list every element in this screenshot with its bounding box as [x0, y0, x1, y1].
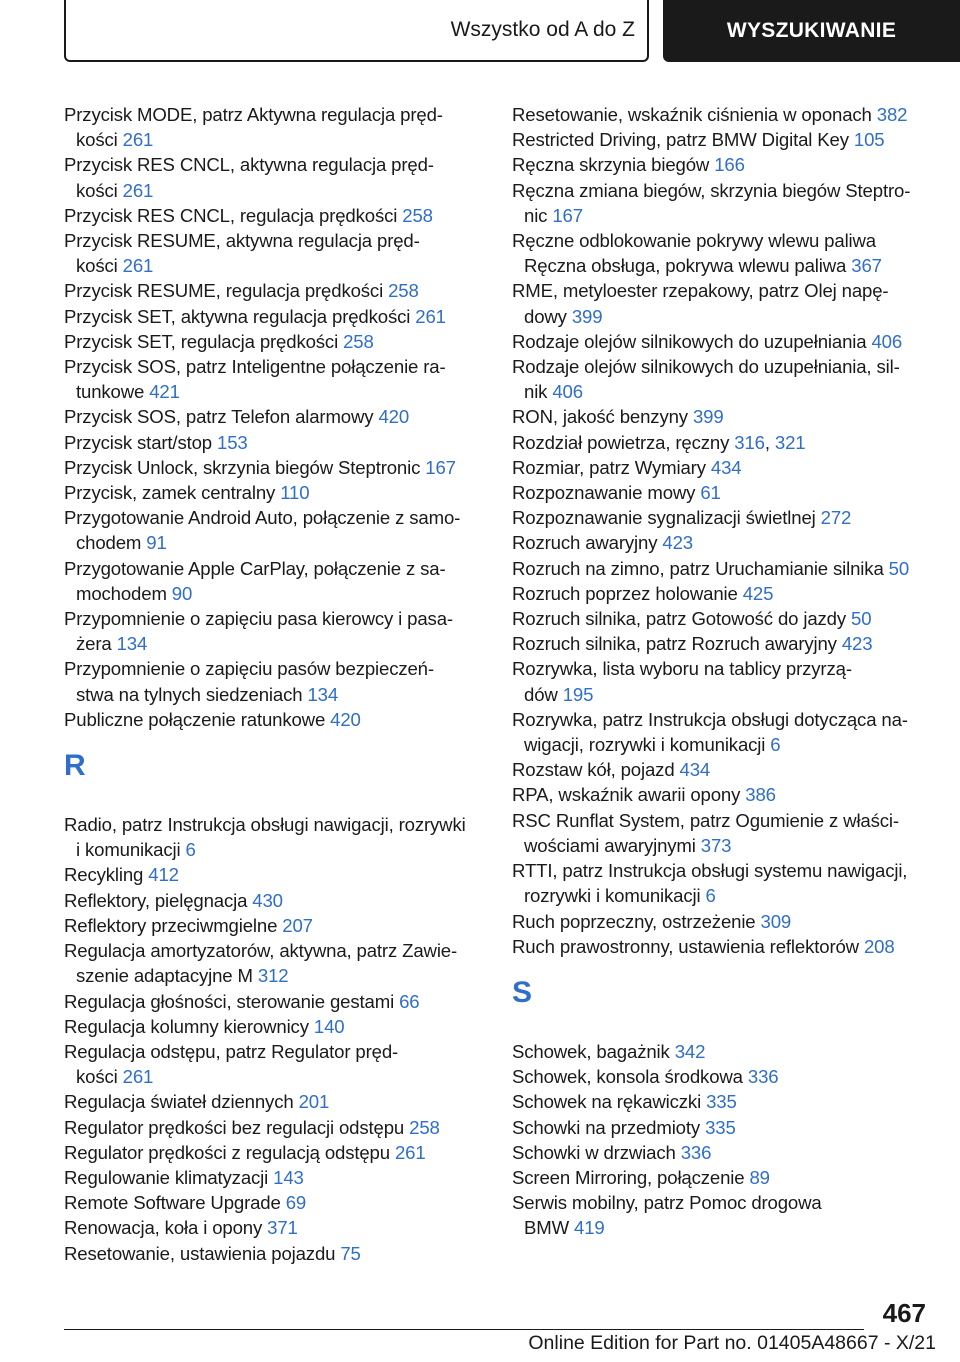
page-reference-link[interactable]: 316 [734, 431, 765, 453]
page-reference-link[interactable]: 420 [378, 406, 410, 428]
index-entry [512, 102, 932, 127]
index-entry-text: Ręczna zmiana biegów, skrzynia biegów Steptro- [512, 179, 911, 201]
index-entry [512, 909, 932, 934]
page-reference-link[interactable]: 134 [116, 633, 148, 655]
page-reference-link[interactable]: 134 [307, 683, 339, 705]
index-entry [512, 581, 932, 606]
index-entry [512, 505, 932, 530]
index-entry-text: Screen Mirroring, połączenie [512, 1166, 750, 1188]
index-entry-text-continued: mochodem [76, 582, 172, 604]
index-entry [512, 707, 932, 757]
page-reference-link[interactable]: 261 [122, 179, 154, 201]
page-reference-link[interactable]: 75 [340, 1242, 361, 1264]
page-reference-link[interactable]: 423 [662, 532, 693, 554]
index-entry [512, 152, 932, 177]
page-reference-link[interactable]: 434 [710, 456, 742, 478]
page-reference-link[interactable]: 167 [552, 204, 583, 226]
index-entry [64, 1165, 494, 1190]
index-entry [512, 934, 932, 959]
index-entry-text: Ręczne odblokowanie pokrywy wlewu paliwa [512, 230, 876, 252]
index-entry-text: Reflektory, pielęgnacja [64, 889, 253, 911]
index-entry-text-continued: i komunikacji [76, 839, 186, 861]
page-reference-link[interactable]: 423 [841, 633, 873, 655]
page-reference-link[interactable]: 90 [171, 582, 193, 604]
index-entry [64, 1039, 494, 1089]
index-entry [64, 480, 494, 505]
index-entry-text: Przypomnienie o zapięciu pasa kierowcy i pasa- [64, 608, 453, 630]
tab-search[interactable] [663, 0, 960, 62]
index-entry-text: Rozruch na zimno, patrz Uruchamianie silnika [512, 557, 889, 579]
page-reference-link[interactable]: 261 [394, 1141, 426, 1163]
index-entry-text: Rozstaw kół, pojazd [512, 759, 680, 781]
index-entry-text: Regulacja amortyzatorów, aktywna, patrz Zawie- [64, 940, 458, 962]
index-entry-text: RON, jakość benzyny [512, 406, 693, 428]
index-entry [512, 1115, 932, 1140]
page-reference-link[interactable]: 399 [692, 406, 724, 428]
page-reference-link[interactable]: 50 [851, 608, 872, 630]
page-reference-link[interactable]: 335 [706, 1091, 737, 1113]
index-entry-text: Rozrywka, lista wyboru na tablicy przyrzą- [512, 658, 852, 680]
page-reference-link[interactable]: 336 [747, 1066, 779, 1088]
page-reference-link[interactable]: 312 [257, 965, 289, 987]
index-entry [64, 606, 494, 656]
page-reference-link[interactable]: 6 [770, 734, 781, 756]
index-entry [512, 278, 932, 328]
index-entry-text-continued: dowy [524, 305, 572, 327]
page-reference-link[interactable]: 386 [745, 784, 776, 806]
index-entry [64, 1241, 494, 1266]
page-reference-link[interactable]: 50 [888, 557, 910, 579]
section-letter-heading: S [512, 975, 533, 1009]
index-entry-text-continued: wościami awaryjnymi [524, 834, 701, 856]
index-entry [64, 304, 494, 329]
index-entry-text: Przycisk RESUME, aktywna regulacja pręd- [64, 230, 420, 252]
index-entry [512, 606, 932, 631]
index-entry-text: Resetowanie, wskaźnik ciśnienia w oponach [512, 104, 877, 125]
index-entry-text: Przypomnienie o zapięciu pasów bezpieczeń- [64, 658, 434, 680]
index-entry-text-continued: BMW [524, 1217, 575, 1239]
index-entry-text: Radio, patrz Instrukcja obsługi nawigacji, rozrywki [64, 814, 466, 836]
index-entry-text: Remote Software Upgrade [64, 1192, 286, 1214]
index-entry-text: Regulowanie klimatyzacji [64, 1166, 274, 1188]
index-entry-text: Rozruch silnika, patrz Gotowość do jazdy [512, 608, 852, 630]
tab-search-label: WYSZUKIWANIE [726, 19, 897, 42]
index-entry-text: Rodzaje olejów silnikowych do uzupełniania [512, 330, 872, 352]
index-entry-text: Przygotowanie Android Auto, połączenie z samo- [64, 507, 461, 529]
index-entry-text: RSC Runflat System, patrz Ogumienie z właści- [512, 809, 899, 831]
index-entry [64, 203, 494, 228]
page-reference-link[interactable]: 272 [820, 507, 852, 529]
page-reference-link[interactable]: 419 [574, 1217, 605, 1239]
index-entry [512, 782, 932, 807]
index-entry [512, 178, 932, 228]
index-entry [512, 228, 932, 278]
page-reference-link[interactable]: 201 [298, 1091, 330, 1113]
index-entry [64, 228, 494, 278]
index-entry-text-continued: tunkowe [76, 381, 150, 403]
index-entry [64, 1140, 494, 1165]
page-reference-link[interactable]: 382 [876, 104, 908, 125]
footer-edition-text: Online Edition for Part no. 01405A48667 - X/21 [528, 1332, 936, 1354]
page-reference-link[interactable]: 140 [313, 1015, 345, 1037]
index-entry [64, 505, 494, 555]
index-entry [512, 127, 932, 152]
index-entry-text-continued: szenie adaptacyjne M [76, 965, 258, 987]
page-reference-link[interactable]: 258 [343, 330, 374, 352]
index-entry-text: Regulator prędkości bez regulacji odstępu [64, 1116, 410, 1138]
index-entry-text: Rozruch silnika, patrz Rozruch awaryjny [512, 633, 842, 655]
index-entry [512, 1089, 932, 1114]
index-entry-text: Recykling [64, 864, 149, 886]
index-entry-text: Przycisk SOS, patrz Telefon alarmowy [64, 406, 379, 428]
page-reference-link[interactable]: 342 [674, 1040, 706, 1062]
index-entry-text-continued: chodem [76, 532, 147, 554]
index-entry-text: Ruch poprzeczny, ostrzeżenie [512, 910, 761, 932]
page-reference-link[interactable]: 309 [760, 910, 792, 932]
index-entry [512, 808, 932, 858]
page-reference-link[interactable]: 166 [714, 154, 745, 176]
page-reference-link[interactable]: 258 [402, 204, 433, 226]
index-entry-text: Przycisk MODE, patrz Aktywna regulacja pręd- [64, 104, 443, 125]
index-entry: Rozdział powietrza, ręczny 316, 321 [512, 431, 806, 453]
index-entry-text: Ręczna skrzynia biegów [512, 154, 715, 176]
page-reference-link[interactable]: 208 [863, 935, 895, 957]
index-entry [512, 1165, 932, 1190]
index-entry [64, 404, 494, 429]
index-entry-text: Przycisk Unlock, skrzynia biegów Steptronic [64, 456, 426, 478]
index-entry-text: Rozruch poprzez holowanie [512, 582, 743, 604]
index-entry [64, 989, 494, 1014]
index-entry [64, 862, 494, 887]
page-reference-link[interactable]: 6 [705, 885, 716, 907]
index-entry-text: Rozruch awaryjny [512, 532, 663, 554]
index-entry-text: Rozrywka, patrz Instrukcja obsługi dotycząca na- [512, 708, 908, 730]
index-entry-text: Resetowanie, ustawienia pojazdu [64, 1242, 341, 1264]
page-reference-link[interactable]: 143 [273, 1166, 304, 1188]
index-entry [64, 656, 494, 706]
page-reference-link[interactable]: 61 [700, 482, 721, 504]
index-entry [64, 455, 494, 480]
page-number: 467 [882, 1298, 926, 1328]
index-entry-text-continued: nik [524, 381, 553, 403]
index-entry-text: Rozpoznawanie sygnalizacji świetlnej [512, 507, 821, 529]
index-entry [512, 354, 932, 404]
tab-a-to-z[interactable] [64, 0, 649, 62]
index-entry [512, 455, 932, 480]
index-entry-text: Regulacja odstępu, patrz Regulator pręd- [64, 1040, 399, 1062]
index-entry [64, 354, 494, 404]
page-reference-link[interactable]: 195 [562, 683, 594, 705]
page-reference-link[interactable]: 399 [571, 305, 603, 327]
index-entry-text: Restricted Driving, patrz BMW Digital Key [512, 129, 854, 151]
page-reference-link[interactable]: 406 [552, 381, 583, 403]
index-entry-text: Przycisk SET, aktywna regulacja prędkości [64, 305, 416, 327]
index-entry-text: Regulacja głośności, sterowanie gestami [64, 990, 400, 1012]
index-entry-text: Przygotowanie Apple CarPlay, połączenie z sa- [64, 557, 446, 579]
index-entry [64, 556, 494, 606]
index-entry [512, 631, 932, 656]
index-entry [64, 888, 494, 913]
index-entry-text-continued: wigacji, rozrywki i komunikacji [524, 734, 771, 756]
index-entry [64, 278, 494, 303]
index-entry [512, 757, 932, 782]
index-entry-text: Rodzaje olejów silnikowych do uzupełniania, sil- [512, 356, 900, 378]
index-entry [64, 812, 494, 862]
index-entry [64, 938, 494, 988]
index-entry-text: Schowki na przedmioty [512, 1116, 706, 1138]
index-entry [512, 1140, 932, 1165]
page-reference-link[interactable]: 153 [217, 431, 248, 453]
index-entry-text: Reflektory przeciwmgielne [64, 914, 283, 936]
page-reference-link[interactable]: 105 [853, 129, 885, 151]
page-reference-link[interactable]: 406 [871, 330, 903, 352]
page-reference-link[interactable]: 258 [409, 1116, 440, 1138]
footer-divider [64, 1329, 864, 1330]
index-entry [512, 858, 932, 908]
page-reference-link[interactable]: 261 [415, 305, 446, 327]
index-entry [512, 404, 932, 429]
page-reference-link[interactable]: 91 [146, 532, 167, 554]
index-entry-text: Rozdział powietrza, ręczny [512, 431, 735, 453]
index-entry-text-continued: Ręczna obsługa, pokrywa wlewu paliwa [524, 255, 852, 277]
page-reference-link[interactable]: 261 [122, 1066, 154, 1088]
page-reference-link[interactable]: 321 [774, 431, 806, 453]
index-entry-text: Renowacja, koła i opony [64, 1217, 268, 1239]
index-entry-text: Rozmiar, patrz Wymiary [512, 456, 711, 478]
page-reference-link[interactable]: 167 [425, 456, 456, 478]
index-entry-text: Przycisk RES CNCL, regulacja prędkości [64, 204, 403, 226]
index-entry-text: Schowki w drzwiach [512, 1141, 681, 1163]
index-entry-text-continued: kości [76, 129, 123, 151]
page-reference-link[interactable]: 261 [122, 255, 154, 277]
page-reference-link[interactable]: 434 [679, 759, 711, 781]
index-entry-text: RPA, wskaźnik awarii opony [512, 784, 746, 806]
index-entry [64, 152, 494, 202]
section-letter-heading: R [64, 749, 86, 783]
index-entry-text: RTTI, patrz Instrukcja obsługi systemu nawigacji, [512, 860, 908, 882]
page-reference-link[interactable]: 110 [280, 482, 310, 504]
index-entry-text-continued: kości [76, 179, 123, 201]
index-entry-text: Schowek, bagażnik [512, 1040, 675, 1062]
page-reference-link[interactable]: 336 [680, 1141, 712, 1163]
index-entry [512, 556, 932, 581]
page-reference-link[interactable]: 207 [282, 914, 313, 936]
page-reference-link[interactable]: 430 [252, 889, 283, 911]
page-reference-link[interactable]: 421 [149, 381, 180, 403]
index-entry [64, 1014, 494, 1039]
page-reference-link[interactable]: 89 [749, 1166, 770, 1188]
page-reference-link[interactable]: 367 [851, 255, 882, 277]
index-entry-text: Schowek, konsola środkowa [512, 1066, 748, 1088]
page-reference-link[interactable]: 261 [122, 129, 154, 151]
index-entry-text-continued: dów [524, 683, 563, 705]
index-entry [512, 1064, 932, 1089]
index-entry-text: Ruch prawostronny, ustawienia reflektorów [512, 935, 864, 957]
index-entry-text: Regulacja świateł dziennych [64, 1091, 299, 1113]
index-entry [64, 1115, 494, 1140]
index-entry-text-continued: rozrywki i komunikacji [524, 885, 706, 907]
index-entry-text: Przycisk RESUME, regulacja prędkości [64, 280, 389, 302]
index-entry-text-continued: żera [76, 633, 117, 655]
index-entry [64, 102, 494, 152]
index-entry [64, 430, 494, 455]
page-reference-link[interactable]: 66 [399, 990, 420, 1012]
index-entry-text: Regulacja kolumny kierownicy [64, 1015, 314, 1037]
tab-a-to-z-label: Wszystko od A do Z [450, 18, 635, 41]
page-reference-link[interactable]: 371 [267, 1217, 298, 1239]
index-entry-text: Rozpoznawanie mowy [512, 482, 701, 504]
index-entry [64, 1190, 494, 1215]
page-reference-link[interactable]: 6 [185, 839, 196, 861]
page-reference-link[interactable]: 335 [705, 1116, 736, 1138]
index-entry [512, 1190, 932, 1240]
index-column-right [512, 102, 932, 1241]
index-entry [512, 656, 932, 706]
index-entry-text-continued: kości [76, 255, 123, 277]
index-entry-text: Przycisk start/stop [64, 431, 218, 453]
index-entry-text: Serwis mobilny, patrz Pomoc drogowa [512, 1192, 822, 1214]
index-entry [64, 913, 494, 938]
index-entry [512, 1039, 932, 1064]
index-entry [64, 1215, 494, 1240]
index-entry-text: Publiczne połączenie ratunkowe [64, 708, 331, 730]
index-entry-text: RME, metyloester rzepakowy, patrz Olej napę- [512, 280, 889, 302]
page-reference-link[interactable]: 69 [285, 1192, 307, 1214]
index-entry-text: Schowek na rękawiczki [512, 1091, 707, 1113]
page-reference-link[interactable]: 412 [148, 864, 179, 886]
index-entry [64, 329, 494, 354]
index-column-left [64, 102, 494, 1266]
index-entry-text: Przycisk RES CNCL, aktywna regulacja pręd- [64, 154, 434, 176]
index-entry-text: Regulator prędkości z regulacją odstępu [64, 1141, 395, 1163]
index-entry-text: Przycisk, zamek centralny [64, 482, 281, 504]
page-reference-link[interactable]: 420 [330, 708, 361, 730]
index-entry-text-continued: stwa na tylnych siedzeniach [76, 683, 308, 705]
index-entry-text: Przycisk SOS, patrz Inteligentne połączenie ra- [64, 356, 446, 378]
index-entry-text: Przycisk SET, regulacja prędkości [64, 330, 344, 352]
index-entry-text-continued: kości [76, 1066, 123, 1088]
index-entry [512, 530, 932, 555]
index-entry-text-continued: nic [524, 204, 553, 226]
index-entry [64, 1089, 494, 1114]
index-entry [512, 480, 932, 505]
page-reference-link[interactable]: 258 [388, 280, 419, 302]
index-entry [512, 329, 932, 354]
page-reference-link[interactable]: 425 [742, 582, 774, 604]
index-entry [64, 707, 494, 732]
page-reference-link[interactable]: 373 [700, 834, 732, 856]
